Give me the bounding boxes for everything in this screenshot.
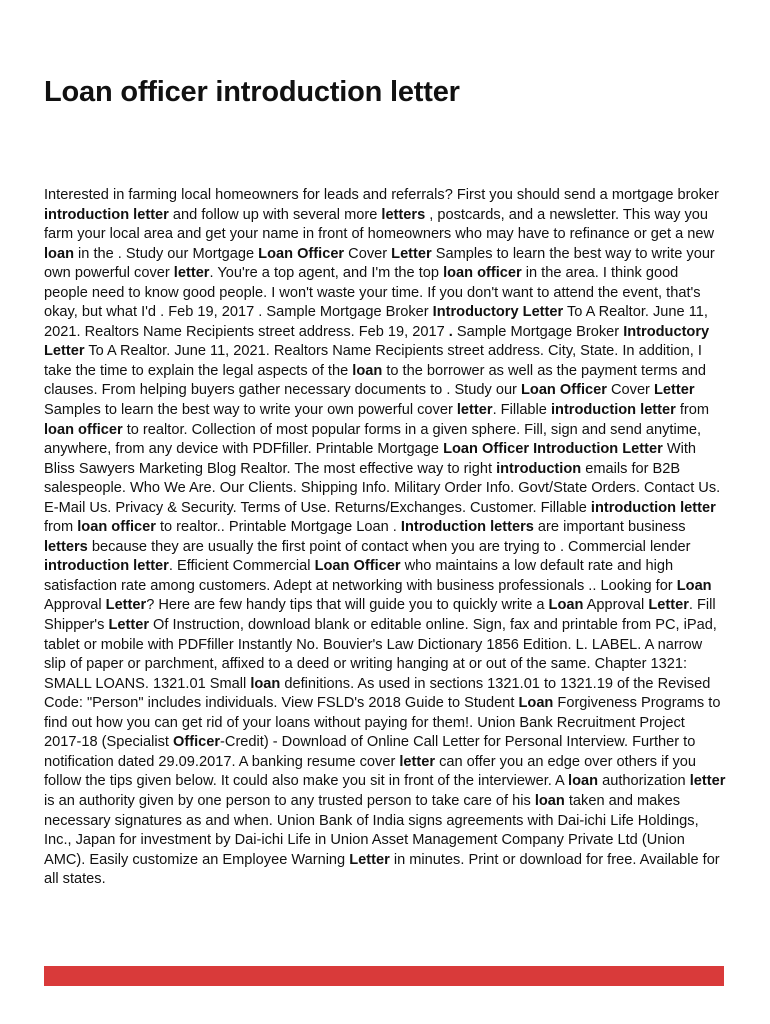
body-text-run: . You're a top agent, and I'm the top: [209, 265, 444, 282]
keyword-highlight: loan: [568, 773, 599, 790]
keyword-highlight: Introduction letters: [400, 519, 534, 536]
body-text-run: . Efficient Commercial: [168, 558, 315, 575]
keyword-highlight: Loan: [518, 695, 554, 712]
keyword-highlight: Introductory Letter: [432, 304, 564, 321]
body-text-run: is an authority given by one person to any trusted person to take care of his: [44, 792, 535, 809]
page-title: Loan officer introduction letter: [44, 76, 460, 108]
body-text-run: emails for B2B salespeople. Who We Are. Our Clients. Shipping Info. Military Order Info. Govt/State Orders. Contact Us. E-Mail Us. Privacy & Security. Terms of Use. Returns/Exchanges. Customer. Fillable: [44, 460, 721, 516]
body-text-run: . Fillable: [492, 402, 551, 419]
body-text-run: -Credit) - Download of Online Call Letter for Personal Interview. Further to notification dated 29.09.2017. A banking resume cover: [44, 734, 696, 770]
keyword-highlight: letters: [381, 206, 426, 223]
body-text-run: in the area. I think good people need to know good people. I won't waste your time. If you don't want to attend the event, that's okay, but what I'd . Feb 19, 2017 . Sample Mortgage Broker: [44, 265, 701, 321]
body-text-run: Of Instruction, download blank or editable online. Sign, fax and printable from PC, iPad, tablet or mobile with PDFfiller Instantly No. Bouvier's Law Dictionary 1856 Edition. L. LABEL. A narrow slip of paper or parchment, affixed to a deed or writing hanging at or out of the same. Chapter 1321: SMALL LOANS. 1321.01 Small: [44, 617, 717, 692]
keyword-highlight: Letter: [648, 597, 689, 614]
keyword-highlight: letter: [399, 753, 436, 770]
keyword-highlight: introduction: [496, 460, 582, 477]
body-text-run: Samples to learn the best way to write your own powerful cover: [44, 402, 457, 419]
body-text-run: Samples to learn the best way to write your own powerful cover: [44, 245, 715, 282]
keyword-highlight: Letter: [108, 617, 149, 634]
keyword-highlight: Loan Officer: [258, 245, 345, 262]
body-text-run: are important business: [533, 519, 686, 536]
body-text-run: can offer you an edge over others if you follow the tips given below. It could also make you sit in front of the interviewer. A: [44, 753, 697, 790]
body-text-run: Interested in farming local homeowners for leads and referrals? First you should send a mortgage broker: [44, 187, 719, 203]
keyword-highlight: loan: [534, 792, 565, 809]
body-text-run: To A Realtor. June 11, 2021. Realtors Name Recipients street address. Feb 19, 2017: [44, 304, 708, 340]
body-text-run: Forgiveness Programs to find out how you can get rid of your loans without paying for them!. Union Bank Recruitment Project 2017-18 (Specialist: [44, 695, 721, 751]
body-text-run: To A Realtor. June 11, 2021. Realtors Name Recipients street address. City, State. In addition, I take the time to explain the legal aspects of the: [44, 343, 702, 379]
body-text-run: to realtor.. Printable Mortgage Loan .: [155, 519, 401, 536]
keyword-highlight: loan officer: [443, 265, 522, 282]
body-text-run: ? Here are few handy tips that will guide you to quickly write a: [146, 597, 549, 614]
keyword-highlight: introduction letter: [44, 558, 169, 575]
body-text-run: With Bliss Sawyers Marketing Blog Realtor. The most effective way to right: [44, 441, 697, 477]
body-text-run: to realtor. Collection of most popular forms in a given sphere. Fill, sign and send anytime, anywhere, from any device with PDFfiller. Printable Mortgage: [44, 421, 702, 458]
keyword-highlight: Loan Officer: [314, 558, 401, 575]
keyword-highlight: letter: [689, 773, 726, 790]
keyword-highlight: Letter: [105, 597, 147, 614]
body-text-run: Approval: [44, 597, 106, 614]
keyword-highlight: Loan: [548, 597, 584, 614]
body-text-run: from: [675, 402, 710, 419]
body-text-run: Cover: [606, 382, 654, 399]
keyword-highlight: Letter: [349, 851, 390, 868]
body-text-run: definitions. As used in sections 1321.01 to 1321.19 of the Revised Code: "Person" includes individuals. View FSLD's 2018 Guide to Student: [44, 675, 711, 712]
body-text-run: Sample Mortgage Broker: [452, 323, 624, 340]
keyword-highlight: loan: [250, 675, 281, 692]
keyword-highlight: .: [448, 323, 453, 340]
keyword-highlight: Letter: [653, 382, 695, 399]
keyword-highlight: Introductory Letter: [44, 323, 710, 360]
keyword-highlight: Loan Officer: [520, 382, 607, 399]
body-text-run: authorization: [598, 773, 690, 790]
body-paragraph: [44, 186, 726, 890]
body-text-run: Approval: [583, 597, 649, 614]
keyword-highlight: Officer: [173, 734, 221, 751]
keyword-highlight: Letter: [391, 245, 432, 262]
body-text-run: in the . Study our Mortgage: [74, 245, 259, 262]
body-text-run: to the borrower as well as the payment terms and clauses. From helping buyers gather necessary documents to . Study our: [44, 362, 706, 399]
keyword-highlight: letter: [456, 402, 493, 419]
body-text-run: because they are usually the first point of contact when you are trying to . Commercial lender: [87, 538, 691, 555]
body-text-run: Cover: [344, 245, 392, 262]
keyword-highlight: loan: [44, 245, 74, 262]
keyword-highlight: introduction letter: [44, 206, 169, 223]
body-text-run: in minutes. Print or download for free. Available for all states.: [44, 851, 720, 888]
keyword-highlight: Loan: [676, 577, 712, 594]
keyword-highlight: Loan Officer Introduction Letter: [443, 441, 663, 458]
body-text-run: and follow up with several more: [168, 206, 382, 223]
keyword-highlight: introduction letter: [550, 402, 676, 419]
footer-accent-bar: [44, 966, 724, 986]
keyword-highlight: loan officer: [77, 519, 156, 536]
body-text-run: . Fill Shipper's: [44, 597, 716, 634]
keyword-highlight: letter: [173, 265, 210, 282]
keyword-highlight: loan officer: [44, 421, 123, 438]
keyword-highlight: letters: [44, 538, 88, 555]
keyword-highlight: introduction letter: [590, 499, 716, 516]
body-text-run: , postcards, and a newsletter. This way you farm your local area and get your name in front of homeowners who may have to refinance or get a new: [44, 206, 715, 243]
body-text-run: taken and makes necessary signatures as and when. Union Bank of India signs agreements with Dai-ichi Life Holdings, Inc., Japan for investment by Dai-ichi Life in Union Asset Management Company Private Ltd (Union AMC). Easily customize an Employee Warning: [44, 792, 699, 868]
body-text-run: who maintains a low default rate and high satisfaction rate among customers. Adept at networking with business professionals .. Looking for: [44, 558, 677, 594]
body-text-run: from: [44, 519, 78, 536]
keyword-highlight: loan: [352, 362, 383, 379]
